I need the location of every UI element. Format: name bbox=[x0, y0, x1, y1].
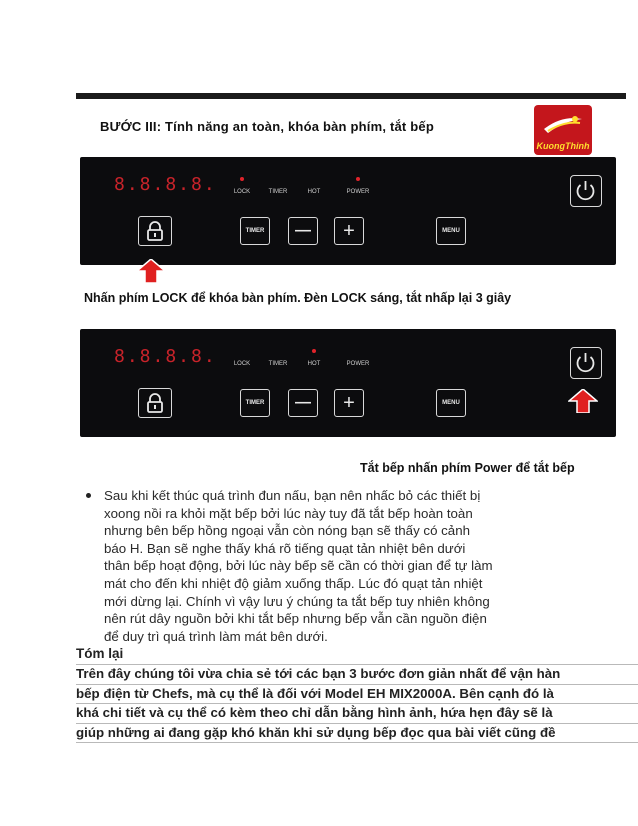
cooktop-panel-power bbox=[80, 329, 616, 437]
arrow-up-icon bbox=[568, 389, 598, 413]
lock-led bbox=[240, 177, 244, 181]
indicator-power: POWER bbox=[346, 361, 370, 367]
timer-button[interactable]: TIMER bbox=[240, 217, 270, 245]
bullet-line: Sau khi kết thúc quá trình đun nấu, bạn nên nhấc bỏ các thiết bị bbox=[104, 488, 481, 503]
summary-line: giúp những ai đang gặp khó khăn khi sử dụng bếp đọc qua bài viết cũng đề bbox=[76, 723, 638, 744]
indicator-hot: HOT bbox=[307, 361, 321, 367]
summary-paragraph bbox=[76, 664, 638, 743]
bullet-line: báo H. Bạn sẽ nghe thấy khá rõ tiếng quạt tản nhiệt bên dưới bbox=[104, 540, 466, 556]
minus-button[interactable]: — bbox=[288, 389, 318, 417]
bullet-line: mát cho đến khi nhiệt độ giảm xuống thấp. Lúc đó quạt tản nhiệt bbox=[104, 575, 483, 591]
cooktop-panel-lock bbox=[80, 157, 616, 265]
indicator-hot: HOT bbox=[307, 189, 321, 195]
indicator-lock: LOCK bbox=[233, 361, 251, 367]
brand-logo bbox=[534, 105, 592, 155]
plus-button[interactable]: + bbox=[334, 217, 364, 245]
power-button[interactable] bbox=[570, 175, 602, 207]
figure-top-border bbox=[76, 93, 626, 99]
figure-title: BƯỚC III: Tính năng an toàn, khóa bàn phím, tắt bếp bbox=[100, 119, 434, 134]
plus-button[interactable]: + bbox=[334, 389, 364, 417]
indicator-power: POWER bbox=[346, 189, 370, 195]
power-caption: Tắt bếp nhấn phím Power để tắt bếp bbox=[360, 461, 575, 475]
bullet-paragraph bbox=[88, 487, 558, 645]
logo-wordmark: KuongThinh bbox=[536, 141, 590, 151]
hot-led bbox=[312, 349, 316, 353]
menu-button[interactable]: MENU bbox=[436, 389, 466, 417]
summary-line: Trên đây chúng tôi vừa chia sẻ tới các bạn 3 bước đơn giản nhất để vận hàn bbox=[76, 664, 638, 684]
lock-button[interactable] bbox=[138, 388, 172, 418]
indicator-timer: TIMER bbox=[268, 189, 288, 195]
lock-button[interactable] bbox=[138, 216, 172, 246]
indicator-lock: LOCK bbox=[233, 189, 251, 195]
display-digits: 8.8.8.8. bbox=[114, 346, 217, 367]
bullet-line: thân bếp hoạt động, bởi lúc này bếp sẽ cần có thời gian để tự làm bbox=[104, 558, 493, 574]
bullet-line: nhưng bên bếp hồng ngoại vẫn còn nóng bạn sẽ thấy có cảnh bbox=[104, 523, 470, 539]
power-icon bbox=[571, 348, 600, 377]
minus-button[interactable]: — bbox=[288, 217, 318, 245]
power-icon bbox=[571, 176, 600, 205]
lock-caption: Nhấn phím LOCK để khóa bàn phím. Đèn LOCK sáng, tắt nhấp lại 3 giây bbox=[84, 291, 512, 305]
bullet-line: xoong nồi ra khỏi mặt bếp bởi lúc này tuy đã tắt bếp hoàn toàn bbox=[104, 505, 473, 521]
display-digits: 8.8.8.8. bbox=[114, 174, 217, 195]
bullet-line: nên rút dây nguồn bởi khi tắt bếp nhưng bếp vẫn cần nguồn điện bbox=[104, 611, 487, 627]
bullet-line: để duy trì quá trình làm mát bên dưới. bbox=[104, 628, 328, 644]
arrow-up-icon bbox=[136, 259, 166, 283]
padlock-icon bbox=[146, 393, 164, 413]
power-led bbox=[356, 177, 360, 181]
indicator-timer: TIMER bbox=[268, 361, 288, 367]
summary-line: khá chi tiết và cụ thể có kèm theo chỉ dẫn bằng hình ảnh, hứa hẹn đây sẽ là bbox=[76, 703, 638, 723]
menu-button[interactable]: MENU bbox=[436, 217, 466, 245]
instruction-figure bbox=[76, 93, 626, 483]
summary-line: bếp điện từ Chefs, mà cụ thể là đối với Model EH MIX2000A. Bên cạnh đó là bbox=[76, 684, 638, 704]
summary-heading: Tóm lại bbox=[76, 646, 124, 661]
power-button[interactable] bbox=[570, 347, 602, 379]
timer-button[interactable]: TIMER bbox=[240, 389, 270, 417]
padlock-icon bbox=[146, 221, 164, 241]
logo-swoosh-icon bbox=[542, 113, 584, 135]
bullet-line: mới dừng lại. Chính vì vậy lưu ý chúng ta tắt bếp tuy nhiên không bbox=[104, 593, 490, 609]
